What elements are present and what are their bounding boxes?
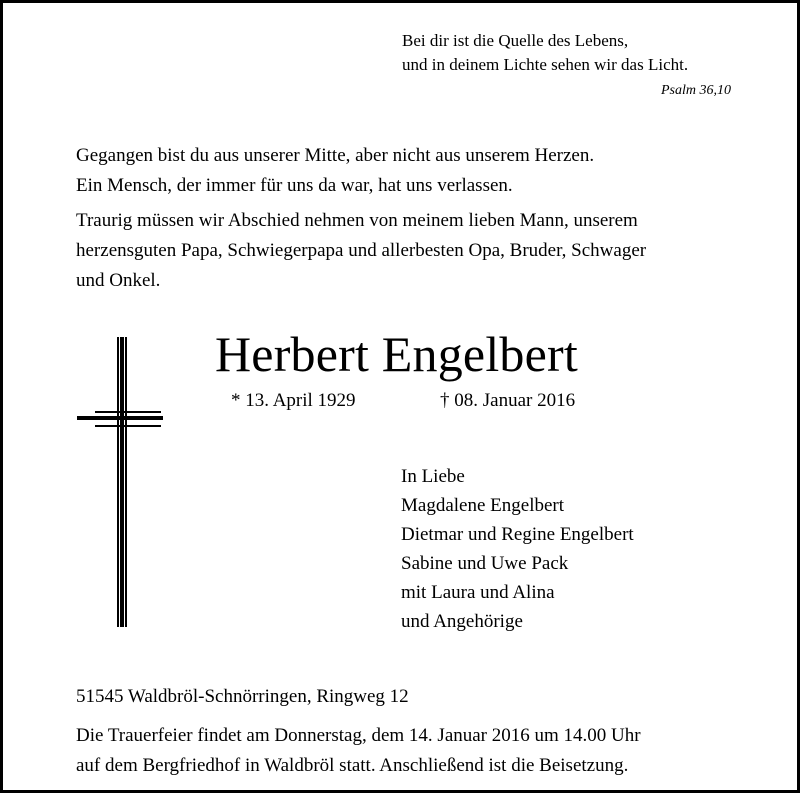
mourner-line: und Angehörige	[401, 611, 523, 632]
mourner-line: In Liebe	[401, 466, 465, 487]
motto-source: Psalm 36,10	[661, 83, 731, 98]
cross-icon	[77, 337, 167, 627]
motto-verse	[402, 29, 688, 77]
intro-line: Ein Mensch, der immer für uns da war, hat uns verlassen.	[76, 175, 513, 196]
service-line: auf dem Bergfriedhof in Waldbröl statt. Anschließend ist die Beisetzung.	[76, 755, 629, 776]
mourner-line: mit Laura und Alina	[401, 582, 555, 603]
mourners-list	[401, 462, 634, 636]
farewell-line: herzensguten Papa, Schwiegerpapa und allerbesten Opa, Bruder, Schwager	[76, 240, 647, 261]
family-address: 51545 Waldbröl-Schnörringen, Ringweg 12	[76, 686, 409, 707]
deceased-name: Herbert Engelbert	[215, 326, 578, 382]
motto-line: Bei dir ist die Quelle des Lebens,	[402, 31, 629, 50]
death-date: † 08. Januar 2016	[440, 390, 576, 411]
motto-line: und in deinem Lichte sehen wir das Licht.	[402, 55, 689, 74]
mourner-line: Dietmar und Regine Engelbert	[401, 524, 634, 545]
intro-paragraph	[76, 141, 594, 201]
funeral-service-notice	[76, 721, 641, 781]
service-line: Die Trauerfeier findet am Donnerstag, dem 14. Januar 2016 um 14.00 Uhr	[76, 725, 641, 746]
farewell-paragraph	[76, 206, 646, 296]
mourner-line: Magdalene Engelbert	[401, 495, 565, 516]
birth-date: * 13. April 1929	[231, 390, 356, 411]
intro-line: Gegangen bist du aus unserer Mitte, aber nicht aus unserem Herzen.	[76, 145, 595, 166]
farewell-line: Traurig müssen wir Abschied nehmen von meinem lieben Mann, unserem	[76, 210, 638, 231]
mourner-line: Sabine und Uwe Pack	[401, 553, 569, 574]
farewell-line: und Onkel.	[76, 270, 161, 291]
